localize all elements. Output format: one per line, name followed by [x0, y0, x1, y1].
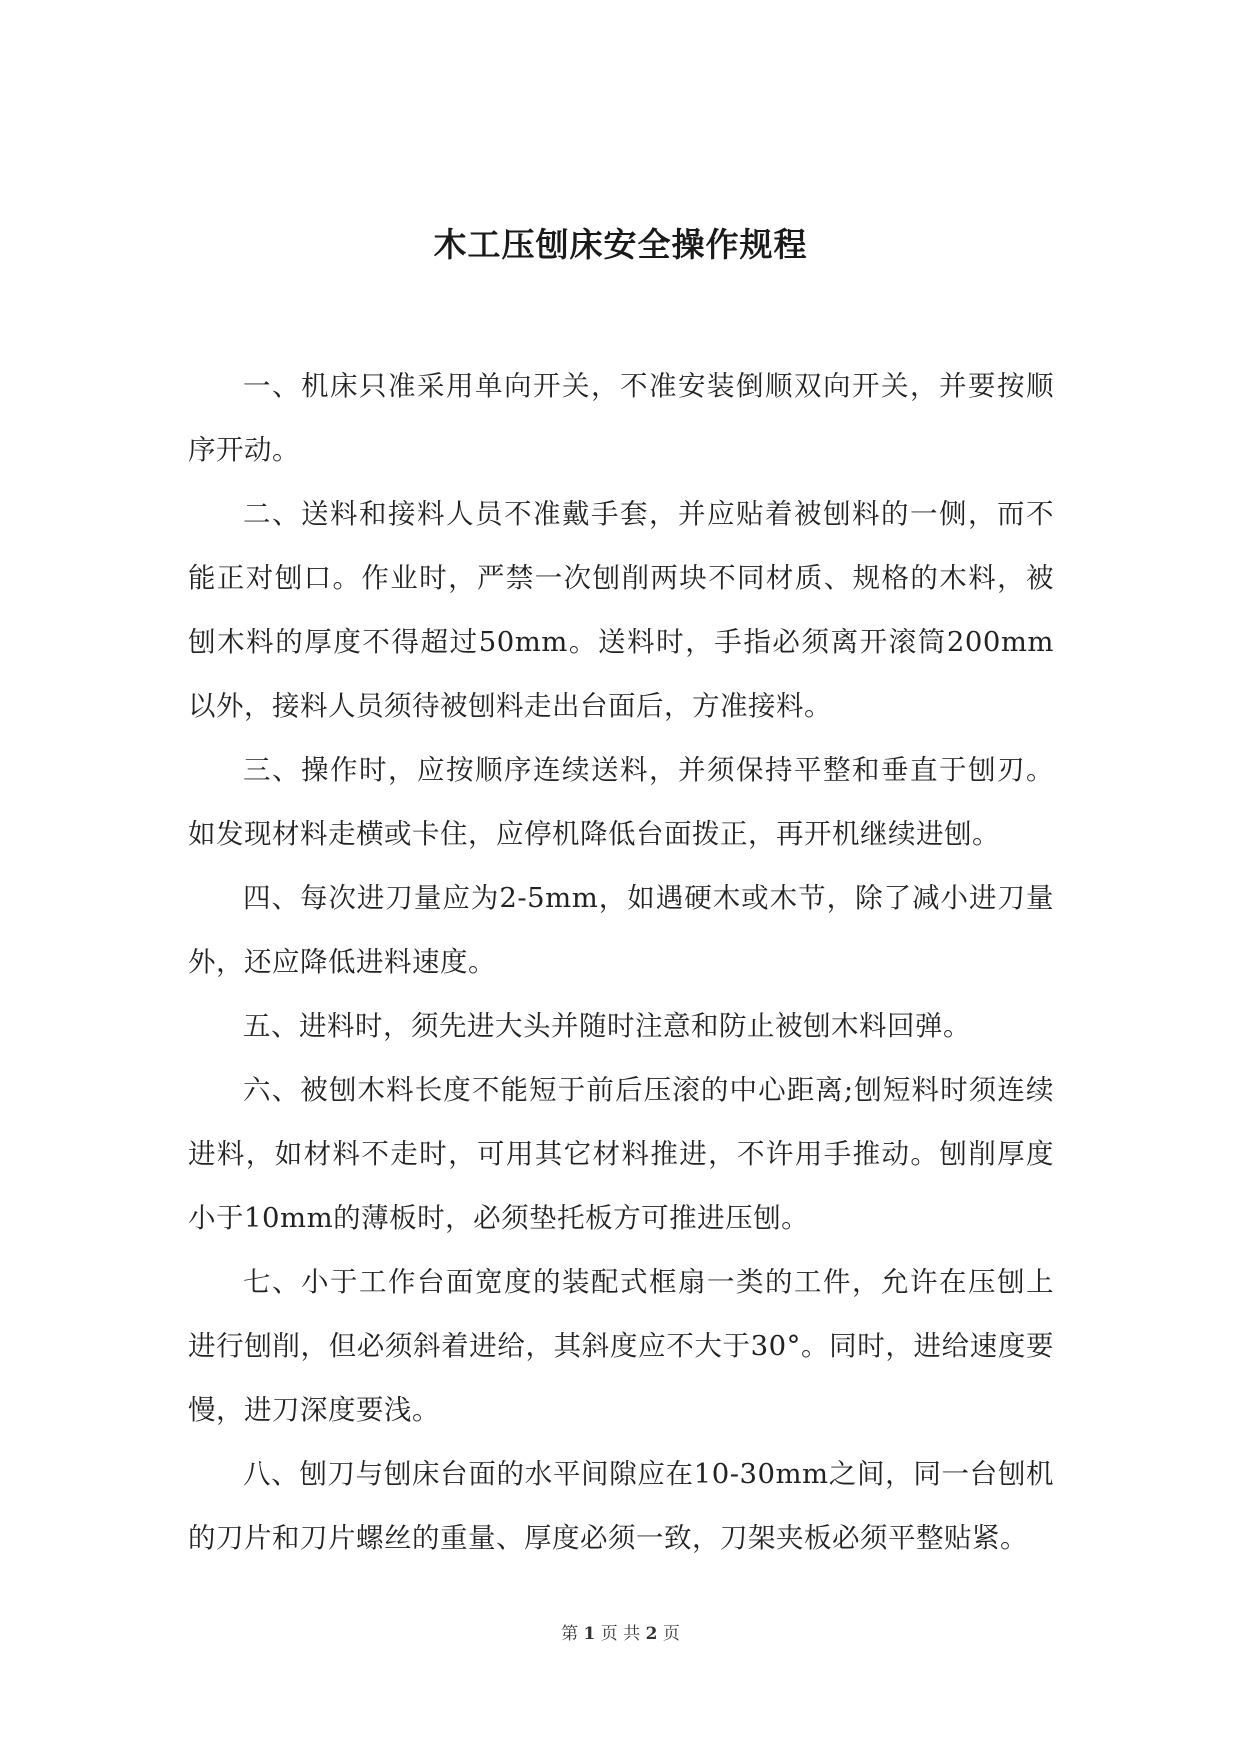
page-footer: [0, 1622, 1241, 1646]
footer-middle: 页 共: [600, 1624, 641, 1644]
paragraph-5: 五、进料时，须先进大头并随时注意和防止被刨木料回弹。: [243, 1010, 971, 1042]
paragraph-7: 七、小于工作台面宽度的装配式框扇一类的工件，允许在压刨上进行刨削，但必须斜着进给，其斜度应不大于30°。同时，进给速度要慢，进刀深度要浅。: [188, 1266, 1054, 1426]
footer-prefix: 第: [561, 1624, 579, 1644]
paragraph-2: 二、送料和接料人员不准戴手套，并应贴着被刨料的一侧，而不能正对刨口。作业时，严禁一次刨削两块不同材质、规格的木料，被刨木料的厚度不得超过50mm。送料时，手指必须离开滚筒200mm以外，接料人员须待被刨料走出台面后，方准接料。: [188, 498, 1054, 722]
footer-suffix: 页: [662, 1624, 680, 1644]
document-title: 木工压刨床安全操作规程: [433, 225, 808, 264]
paragraph-1: 一、机床只准采用单向开关，不准安装倒顺双向开关，并要按顺序开动。: [188, 370, 1054, 466]
paragraph-8: 八、刨刀与刨床台面的水平间隙应在10-30mm之间，同一台刨机的刀片和刀片螺丝的重量、厚度必须一致，刀架夹板必须平整贴紧。: [188, 1458, 1054, 1554]
footer-current-page: 1: [583, 1624, 596, 1644]
paragraph-4: 四、每次进刀量应为2-5mm，如遇硬木或木节，除了减小进刀量外，还应降低进料速度。: [188, 882, 1054, 978]
paragraph-6: 六、被刨木料长度不能短于前后压滚的中心距离;刨短料时须连续进料，如材料不走时，可用其它材料推进，不许用手推动。刨削厚度小于10mm的薄板时，必须垫托板方可推进压刨。: [188, 1074, 1054, 1234]
document-body: [188, 354, 1054, 1570]
paragraph-3: 三、操作时，应按顺序连续送料，并须保持平整和垂直于刨刃。如发现材料走横或卡住，应停机降低台面拨正，再开机继续进刨。: [188, 754, 1054, 850]
footer-total-pages: 2: [645, 1624, 658, 1644]
